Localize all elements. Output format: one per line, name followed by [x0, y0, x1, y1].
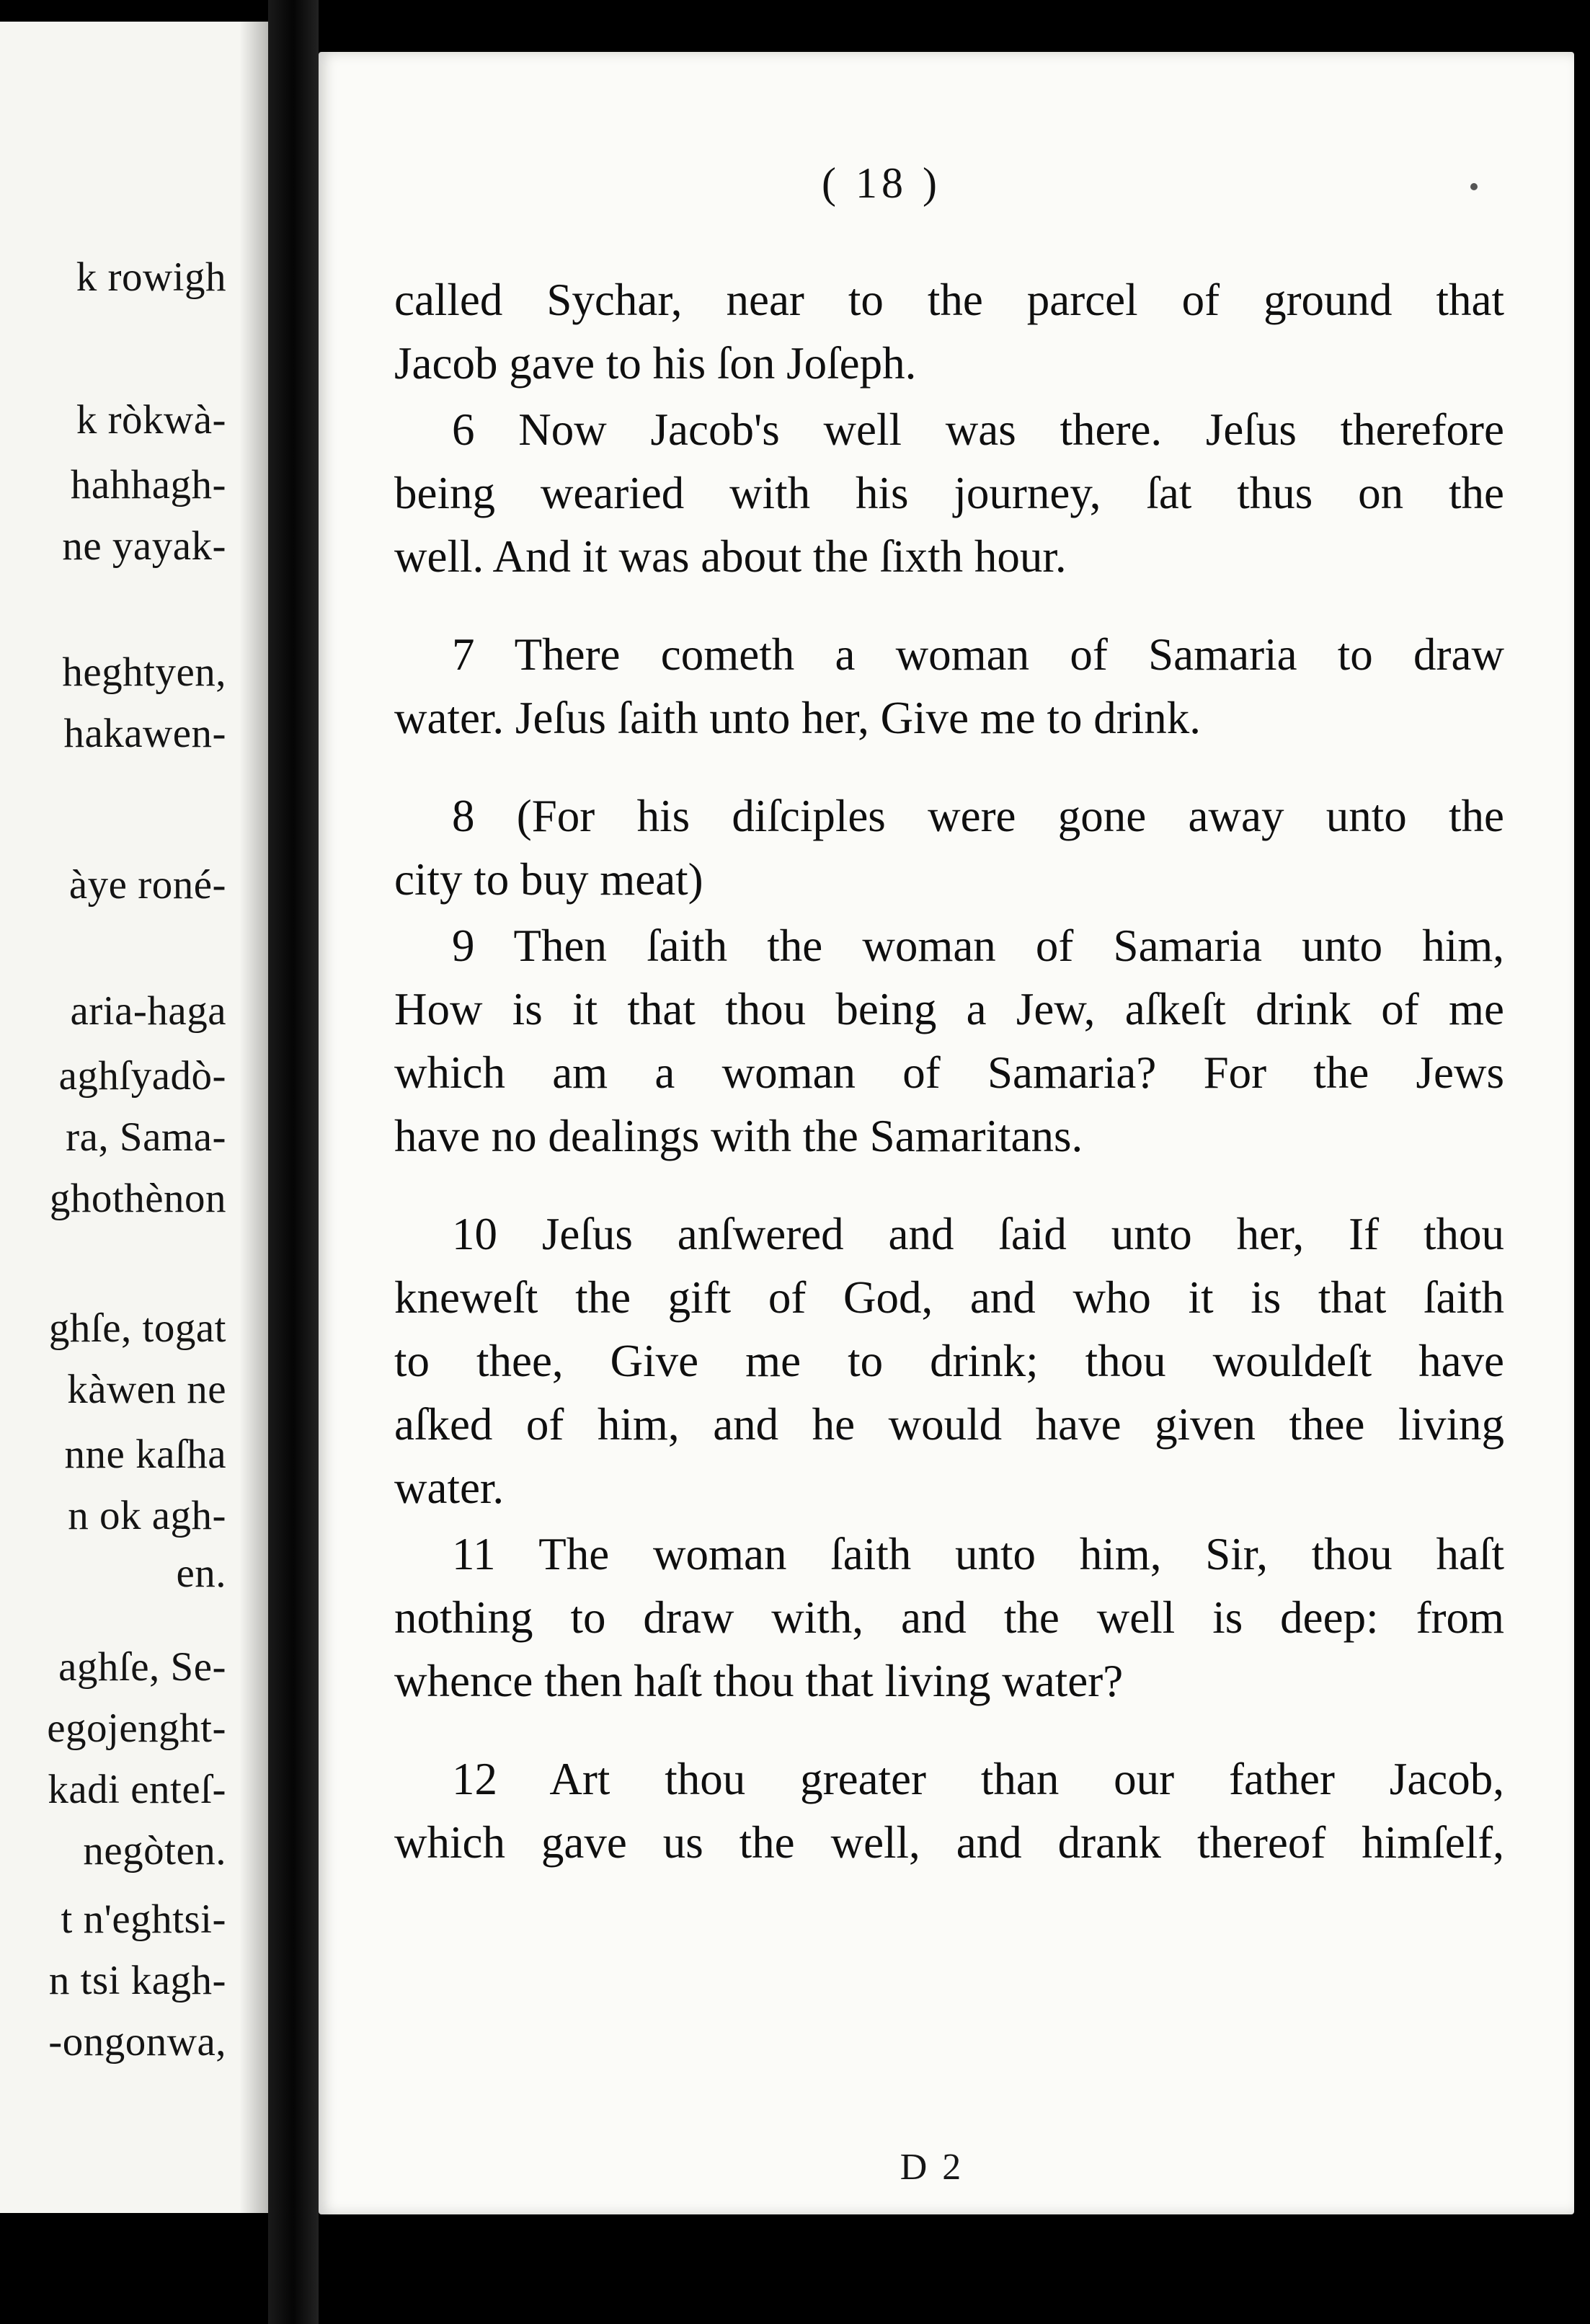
text-line: 9 Then ſaith the woman of Samaria unto him, [452, 921, 1504, 971]
left-page-line: egojenght- [47, 1706, 226, 1751]
text-line: water. Jeſus ſaith unto her, Give me to drink. [394, 693, 1201, 743]
left-page-line: ghſe, togat [48, 1305, 226, 1351]
left-page-line: nne kaſha [64, 1432, 226, 1477]
left-page-line: ra, Sama- [66, 1114, 226, 1160]
left-page-shadow [239, 22, 268, 2213]
text-line: whence then haſt thou that living water? [394, 1656, 1124, 1706]
verse-8 [394, 784, 1504, 911]
page-number: ( 18 ) [822, 159, 941, 207]
text-line: kneweſt the gift of God, and who it is that ſaith [394, 1272, 1504, 1323]
left-page-line: en. [176, 1551, 226, 1596]
left-page-line: k ròkwà- [76, 397, 226, 443]
book-gutter [268, 0, 319, 2324]
left-page-line: heghtyen, [62, 649, 226, 695]
left-page-line: aghſyadò- [58, 1053, 226, 1099]
verse-10 [394, 1202, 1504, 1520]
text-line: water. [394, 1463, 505, 1513]
left-page-line: aria-haga [70, 988, 226, 1034]
text-line: How is it that thou being a Jew, aſkeſt drink of me [394, 984, 1504, 1034]
verse-6 [394, 398, 1504, 588]
left-page-line: kadi enteſ- [48, 1767, 226, 1812]
left-page-line: t n'eghtsi- [61, 1897, 226, 1942]
text-line: well. And it was about the ſixth hour. [394, 531, 1067, 582]
left-page-line: ghothènon [49, 1176, 226, 1221]
text-line: being wearied with his journey, ſat thus on the [394, 468, 1504, 518]
text-line: have no dealings with the Samaritans. [394, 1111, 1083, 1161]
left-page-line: n tsi kagh- [48, 1958, 226, 2003]
left-page-line: àye roné- [68, 862, 226, 908]
scripture-text [394, 268, 1504, 1909]
text-line: 11 The woman ſaith unto him, Sir, thou haſt [452, 1529, 1504, 1579]
left-page-line: k rowigh [76, 254, 226, 300]
verse-11 [394, 1522, 1504, 1713]
verse-9 [394, 914, 1504, 1168]
text-line: which gave us the well, and drank thereof himſelf, [394, 1817, 1504, 1868]
left-page-line: hahhagh- [70, 462, 226, 507]
text-line: 12 Art thou greater than our father Jacob, [452, 1754, 1504, 1804]
text-line: called Sychar, near to the parcel of ground that [394, 275, 1504, 325]
ink-speck [1470, 183, 1478, 190]
left-page-line: negòten. [83, 1828, 226, 1873]
left-page-line: aghſe, Se- [58, 1644, 226, 1690]
text-line: Jacob gave to his ſon Joſeph. [394, 338, 917, 389]
text-line: 6 Now Jacob's well was there. Jeſus therefore [452, 404, 1504, 455]
text-line: which am a woman of Samaria? For the Jews [394, 1047, 1504, 1098]
text-line: aſked of him, and he would have given thee living [394, 1399, 1504, 1450]
left-page-line: kàwen ne [67, 1367, 226, 1412]
text-line: city to buy meat) [394, 854, 703, 905]
left-page-line: n ok agh- [68, 1493, 226, 1538]
text-line: to thee, Give me to drink; thou wouldeſt have [394, 1336, 1504, 1386]
text-line: 10 Jeſus anſwered and ſaid unto her, If thou [452, 1209, 1504, 1259]
left-facing-page [0, 22, 268, 2213]
verse-5-continuation [394, 268, 1504, 395]
left-page-line: -ongonwa, [48, 2019, 226, 2064]
text-line: 8 (For his diſciples were gone away unto the [452, 791, 1504, 841]
left-page-line: hakawen- [63, 711, 226, 756]
text-line: 7 There cometh a woman of Samaria to draw [452, 629, 1504, 680]
text-line: nothing to draw with, and the well is deep: from [394, 1592, 1504, 1643]
right-page [319, 52, 1574, 2214]
verse-12 [394, 1747, 1504, 1874]
left-page-line: ne yayak- [62, 523, 226, 569]
signature-mark: D 2 [900, 2147, 964, 2188]
verse-7 [394, 623, 1504, 750]
